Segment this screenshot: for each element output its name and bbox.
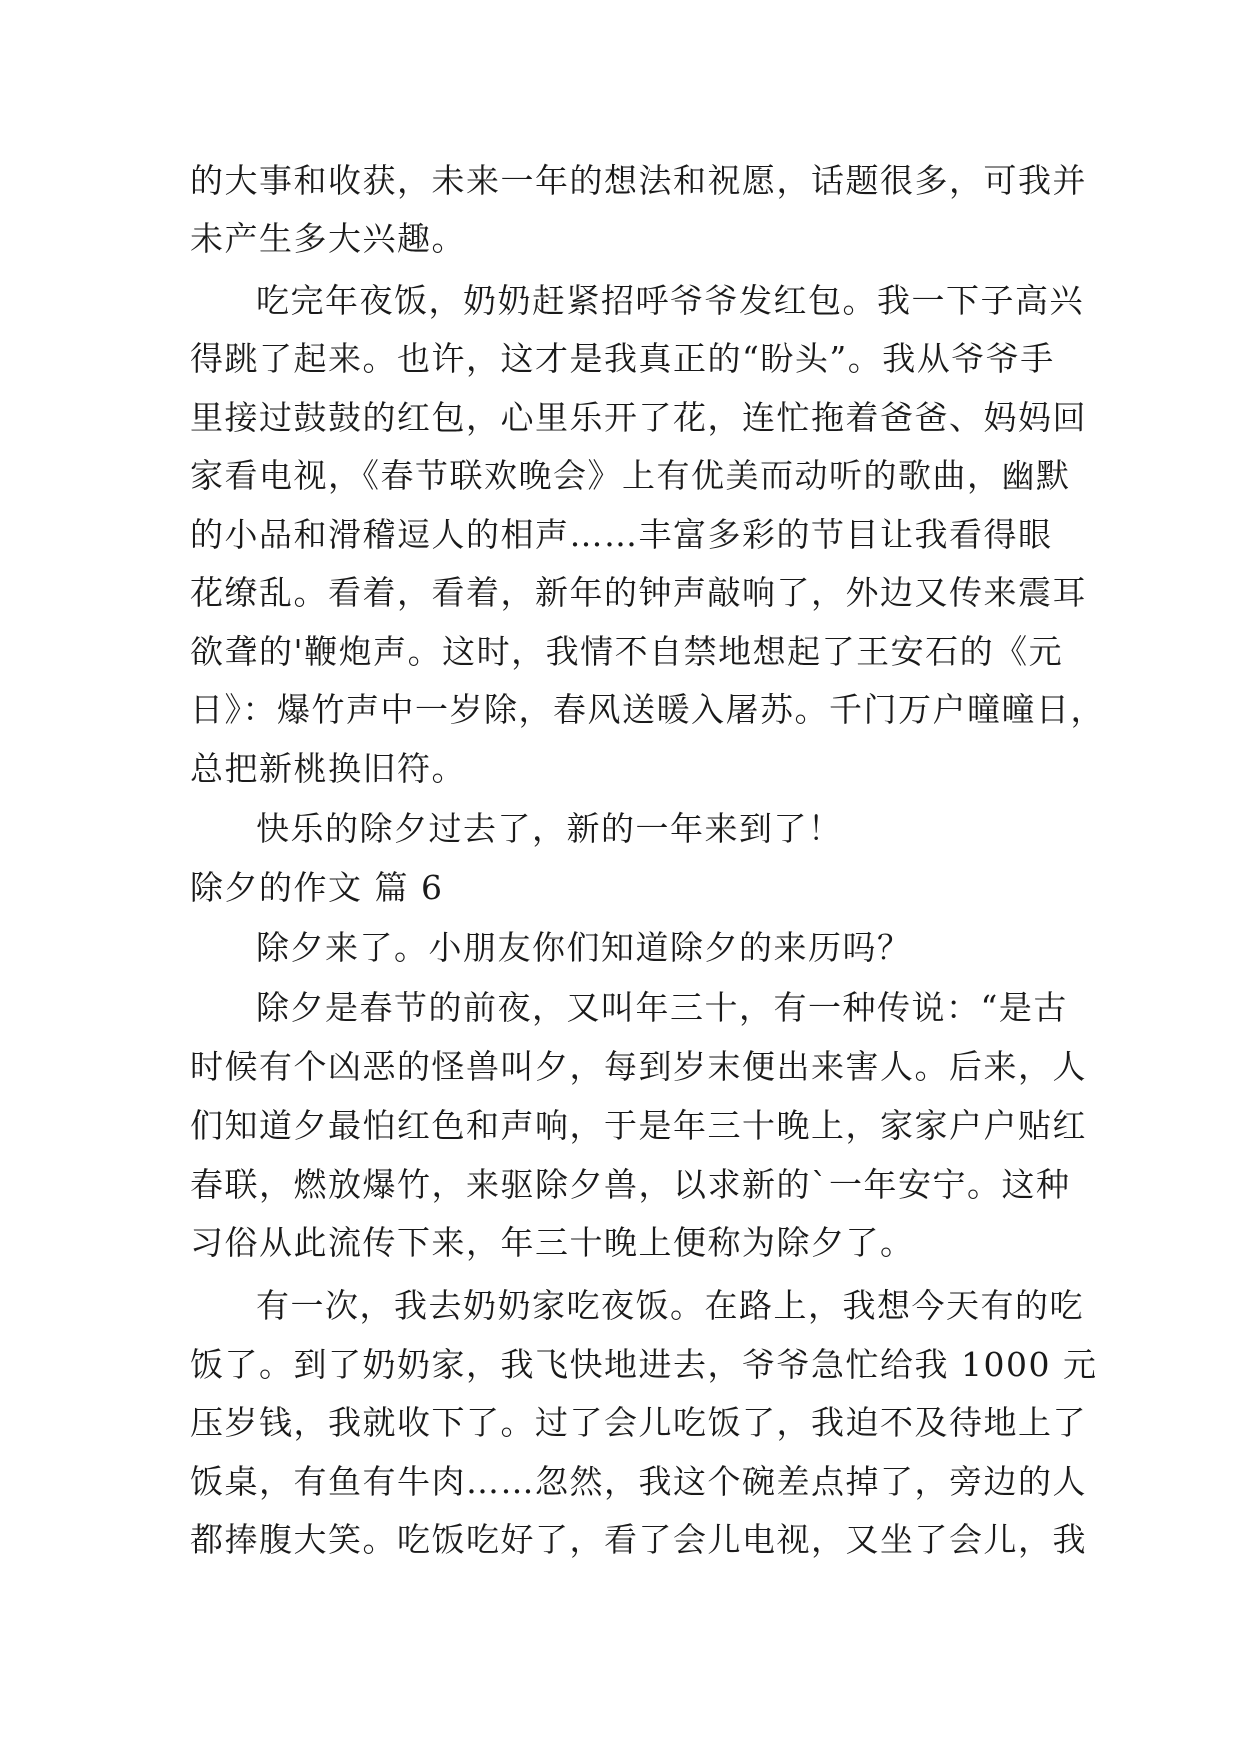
text-line: 饭桌，有鱼有牛肉……忽然，我这个碗差点掉了，旁边的人 bbox=[190, 1462, 1087, 1501]
text-line: 未产生多大兴趣。 bbox=[190, 219, 466, 258]
text-line: 都捧腹大笑。吃饭吃好了，看了会儿电视，又坐了会儿，我 bbox=[190, 1520, 1087, 1559]
paragraph-first-line: 除夕来了。小朋友你们知道除夕的来历吗？ bbox=[256, 928, 912, 967]
text-line: 的小品和滑稽逗人的相声……丰富多彩的节目让我看得眼 bbox=[190, 515, 1053, 554]
text-line: 得跳了起来。也许，这才是我真正的“盼头”。我从爷爷手 bbox=[190, 339, 1055, 378]
paragraph-first-line: 快乐的除夕过去了，新的一年来到了！ bbox=[256, 809, 843, 848]
text-line: 欲聋的'鞭炮声。这时，我情不自禁地想起了王安石的《元 bbox=[190, 632, 1064, 671]
paragraph-first-line: 吃完年夜饭，奶奶赶紧招呼爷爷发红包。我一下子高兴 bbox=[256, 281, 1084, 320]
section-heading: 除夕的作文 篇 6 bbox=[190, 868, 444, 907]
text-line: 总把新桃换旧符。 bbox=[190, 749, 466, 788]
text-line: 压岁钱，我就收下了。过了会儿吃饭了，我迫不及待地上了 bbox=[190, 1403, 1087, 1442]
text-line: 花缭乱。看着，看着，新年的钟声敲响了，外边又传来震耳 bbox=[190, 573, 1087, 612]
text-line: 习俗从此流传下来，年三十晚上便称为除夕了。 bbox=[190, 1223, 915, 1262]
text-line: 们知道夕最怕红色和声响，于是年三十晚上，家家户户贴红 bbox=[190, 1106, 1087, 1145]
paragraph-first-line: 有一次，我去奶奶家吃夜饭。在路上，我想今天有的吃 bbox=[256, 1286, 1084, 1325]
text-line: 春联，燃放爆竹，来驱除夕兽，以求新的`一年安宁。这种 bbox=[190, 1165, 1071, 1204]
text-line: 时候有个凶恶的怪兽叫夕，每到岁末便出来害人。后来，人 bbox=[190, 1047, 1087, 1086]
text-line: 里接过鼓鼓的红包，心里乐开了花，连忙拖着爸爸、妈妈回 bbox=[190, 398, 1087, 437]
text-line: 的大事和收获，未来一年的想法和祝愿，话题很多，可我并 bbox=[190, 161, 1087, 200]
text-line: 日》：爆竹声中一岁除，春风送暖入屠苏。千门万户曈曈日， bbox=[190, 690, 1105, 729]
text-line: 家看电视，《春节联欢晚会》上有优美而动听的歌曲，幽默 bbox=[190, 456, 1071, 495]
text-line: 饭了。到了奶奶家，我飞快地进去，爷爷急忙给我 1000 元 bbox=[190, 1345, 1098, 1384]
paragraph-first-line: 除夕是春节的前夜，又叫年三十，有一种传说：“是古 bbox=[256, 988, 1068, 1027]
